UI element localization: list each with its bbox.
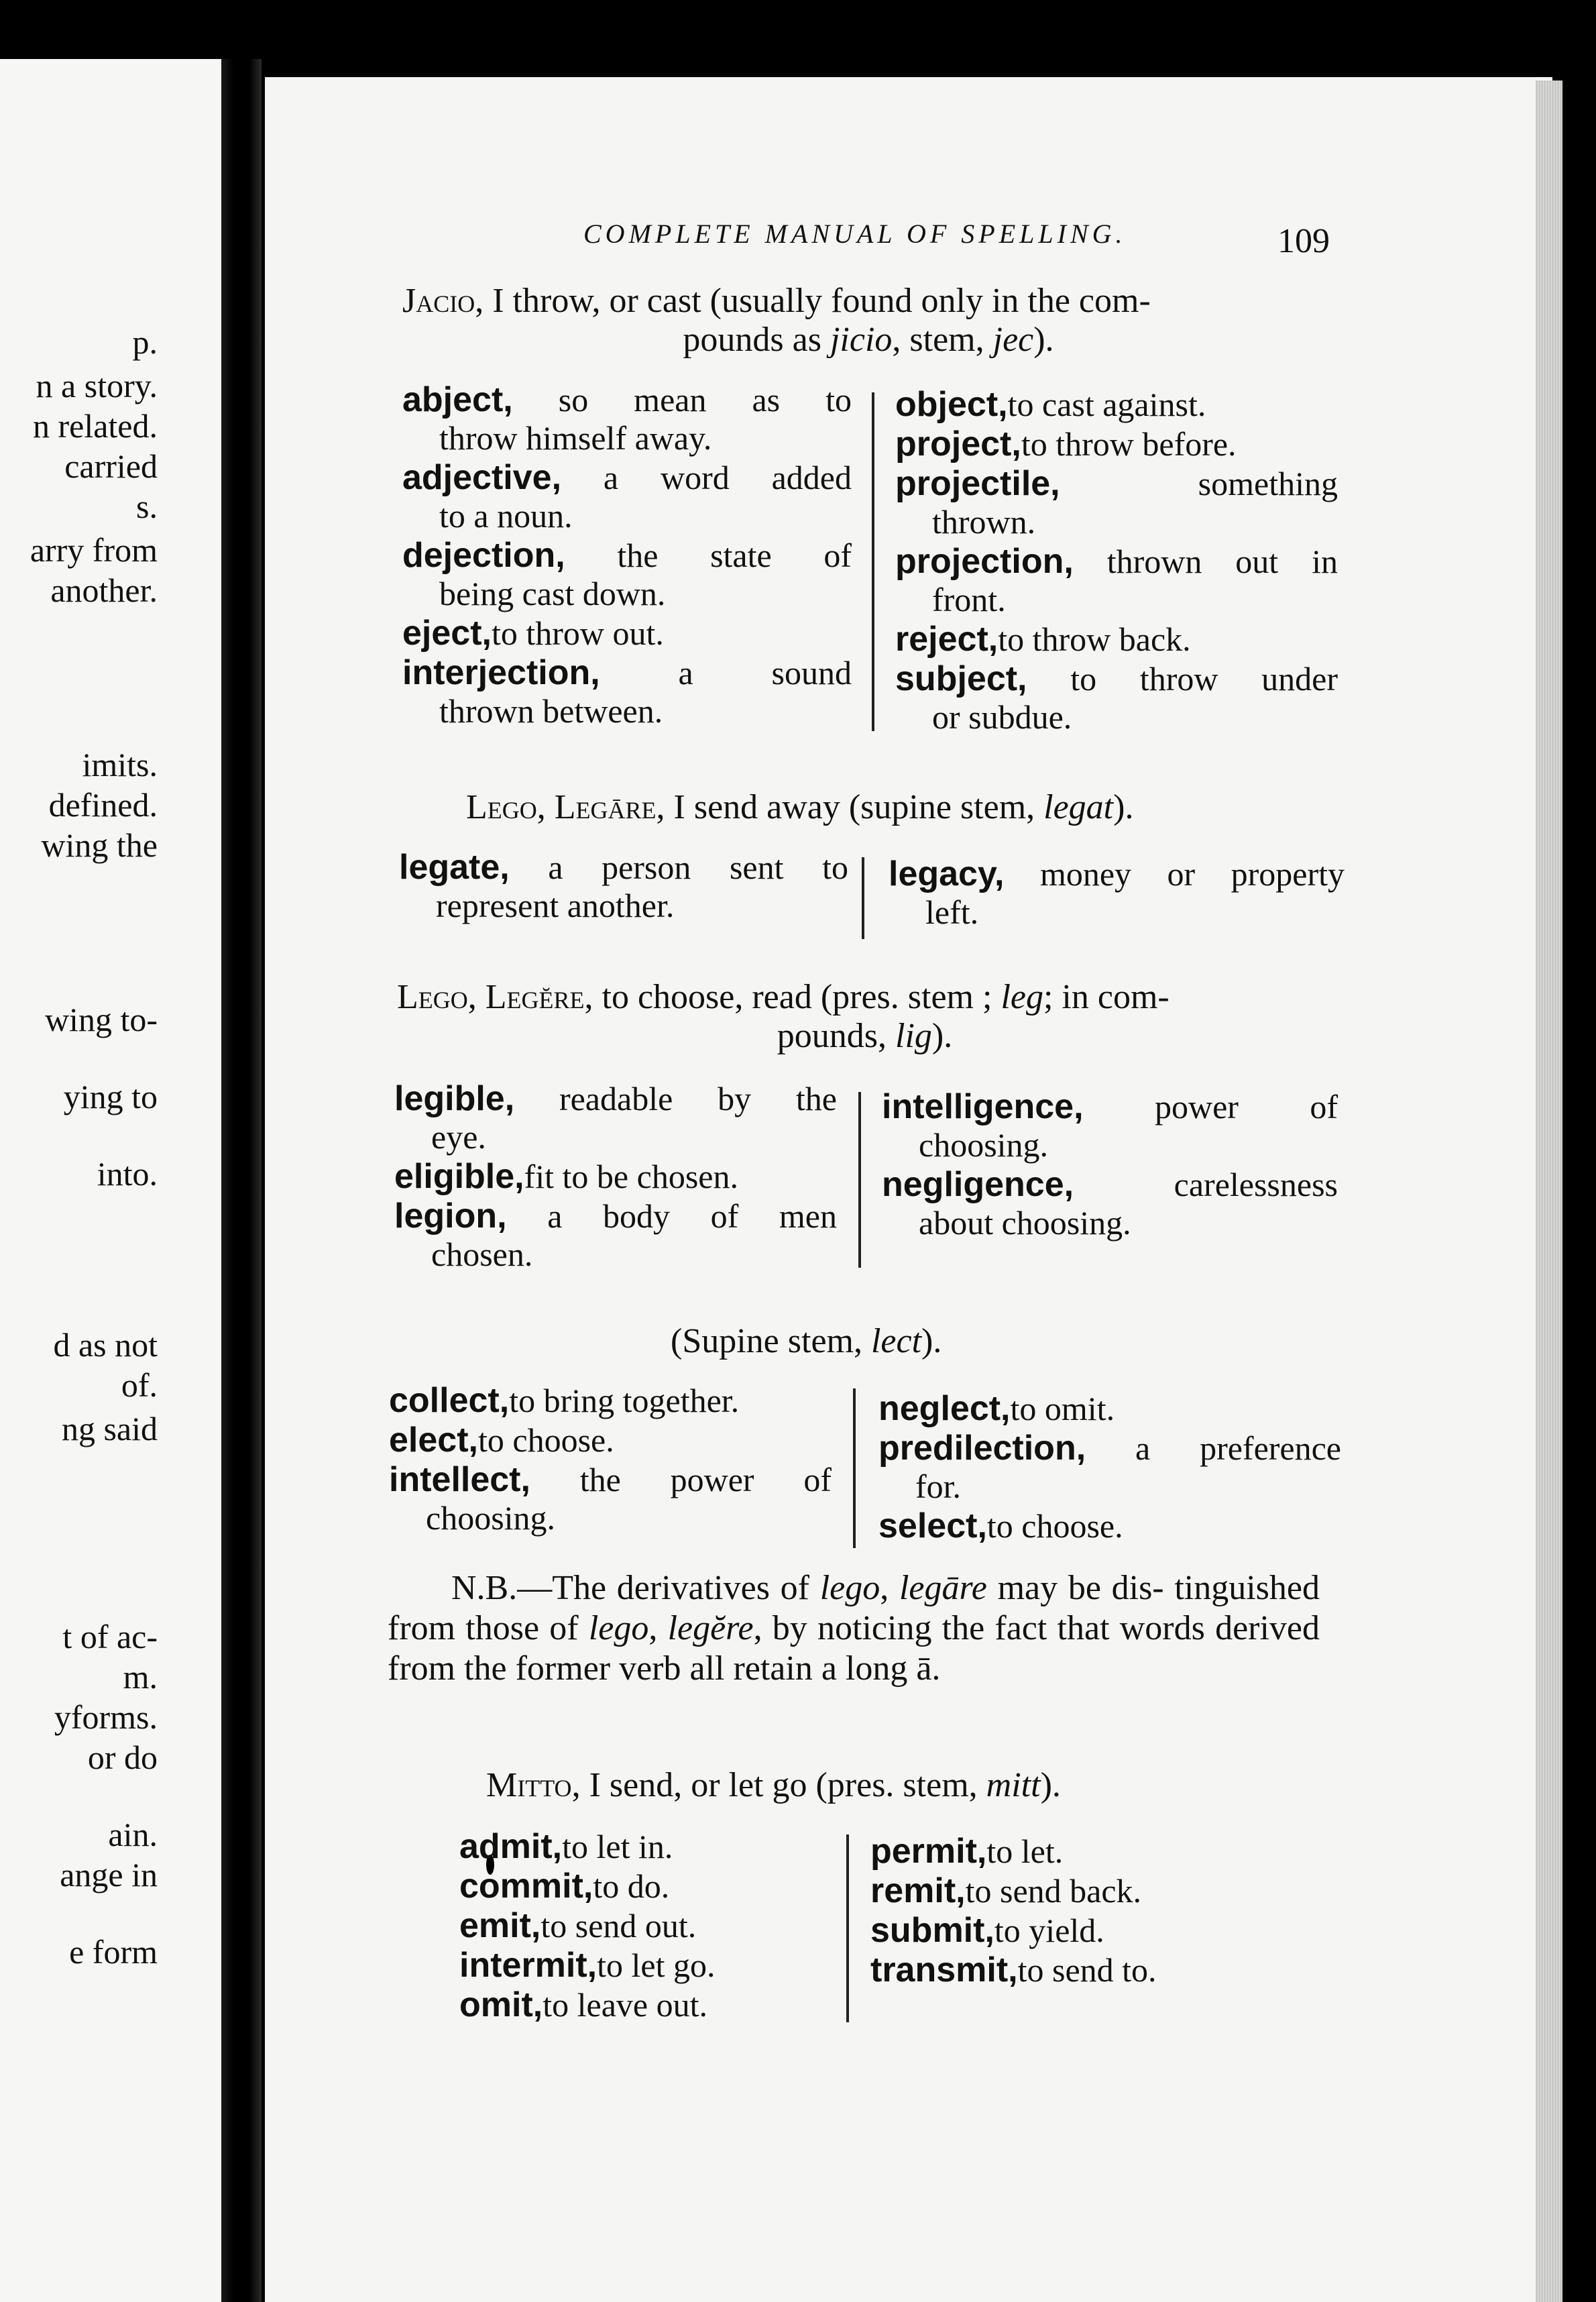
word-list-right (870, 1832, 1300, 1991)
headword: collect, (389, 1381, 510, 1420)
word-list-left (399, 848, 848, 926)
latin-word: lego (588, 1609, 649, 1647)
left-page-text-fragment: ng said (61, 1410, 158, 1447)
left-page-text-fragment: n related. (32, 407, 158, 445)
definition: to omit. (1010, 1390, 1115, 1427)
definition: so mean as to (512, 381, 852, 419)
definition: a body of men (506, 1197, 837, 1235)
headword: projection, (895, 542, 1074, 581)
definition: the state of (565, 537, 852, 574)
definition: to choose. (986, 1507, 1123, 1545)
headword: abject, (402, 380, 513, 419)
definition-continuation: for. (915, 1468, 962, 1505)
definition: to bring together. (509, 1382, 740, 1419)
etymology-lego-legare (466, 788, 1338, 827)
word-list-left (389, 1382, 832, 1539)
nota-bene-paragraph (388, 1568, 1320, 1689)
definition: thrown out in (1073, 543, 1338, 580)
word-entry (402, 614, 852, 653)
headword: intelligence, (882, 1087, 1084, 1126)
headword: transmit, (870, 1951, 1018, 1989)
word-entry (878, 1429, 1341, 1506)
definition: carelessness (1074, 1166, 1338, 1203)
headword: intermit, (459, 1946, 597, 1985)
word-entry (459, 1828, 835, 1866)
etymology-jacio (402, 282, 1334, 360)
word-entry (459, 1907, 835, 1945)
headword: omit, (459, 1985, 543, 2024)
word-entry (459, 1867, 835, 1906)
etym-text: pounds, (777, 1017, 895, 1055)
word-list-left (459, 1828, 835, 2026)
etym-text: ). (1113, 788, 1134, 826)
word-entry (389, 1461, 832, 1537)
definition: readable by the (514, 1080, 837, 1117)
definition: to let. (986, 1832, 1064, 1870)
word-entry (402, 459, 852, 535)
definition: to do. (593, 1867, 670, 1905)
definition: to send out. (540, 1907, 697, 1944)
etym-text: , I throw, or cast (usually found only in the com- (475, 282, 1151, 320)
left-page-text-fragment: t of ac- (62, 1618, 158, 1655)
definition-continuation: choosing. (919, 1126, 1049, 1164)
nb-text: , by noticing the fact that words derived from the former verb all retain a long ā. (388, 1609, 1320, 1688)
headword: legion, (394, 1197, 507, 1236)
nb-text: , (880, 1569, 899, 1607)
word-entry (394, 1158, 837, 1196)
headword: reject, (895, 620, 999, 659)
word-entry (389, 1382, 832, 1420)
word-list-left (394, 1080, 837, 1275)
left-page-text-fragment: another. (50, 571, 158, 609)
word-list-right (882, 1088, 1338, 1244)
column-divider (853, 1388, 856, 1548)
etym-text: ). (921, 1322, 942, 1360)
word-entry (878, 1390, 1341, 1428)
definition: a word added (561, 459, 852, 496)
definition: to cast against. (1007, 386, 1206, 423)
definition-continuation: or subdue. (932, 698, 1072, 736)
etym-text: , I send away (supine stem, (656, 788, 1044, 826)
etym-text: , stem, (892, 321, 993, 359)
left-page-text-fragment: yforms. (54, 1698, 158, 1736)
headword: elect, (389, 1421, 478, 1460)
left-page-text-fragment: defined. (48, 786, 158, 824)
word-entry (389, 1421, 832, 1460)
definition-continuation: chosen. (431, 1236, 533, 1273)
etymology-lego-legere (397, 978, 1332, 1056)
word-entry (870, 1951, 1300, 1989)
latin-stem: lig (895, 1017, 932, 1055)
left-page-text-fragment: arry from (30, 531, 158, 569)
word-list-right (878, 1390, 1341, 1547)
left-page-text-fragment: imits. (82, 746, 158, 783)
definition-continuation: throw himself away. (439, 419, 712, 457)
word-entry (402, 654, 852, 730)
headword: predilection, (878, 1429, 1086, 1468)
word-entry (459, 1947, 835, 1985)
headword: admit, (459, 1827, 563, 1866)
definition: a sound (600, 654, 852, 692)
definition: a person sent to (509, 848, 848, 886)
headword: select, (878, 1506, 987, 1545)
headword: negligence, (882, 1165, 1074, 1204)
latin-stem: lect (870, 1322, 922, 1360)
word-entry (882, 1088, 1338, 1164)
word-entry (870, 1912, 1300, 1950)
headword: legacy, (889, 855, 1005, 893)
etym-text: , (536, 788, 555, 826)
left-page-text-fragment: ange in (60, 1856, 158, 1894)
left-page-text-fragment: d as not (53, 1326, 158, 1364)
left-page-text-fragment: wing to- (44, 1001, 158, 1038)
word-entry (459, 1986, 835, 2024)
nb-text: may be dis- tinguished from those of (388, 1569, 1320, 1647)
word-entry (889, 855, 1345, 932)
word-list-right (895, 386, 1338, 738)
etym-text: ). (931, 1017, 953, 1055)
word-entry (402, 537, 852, 613)
left-page-text-fragment: into. (97, 1155, 158, 1193)
latin-word: lego (819, 1569, 880, 1607)
word-entry (394, 1197, 837, 1274)
left-page-text-fragment: m. (123, 1658, 158, 1696)
definition-continuation: eye. (431, 1118, 486, 1156)
root-word: Lego (397, 978, 468, 1016)
book-gutter (221, 59, 262, 2302)
definition: to throw back. (998, 620, 1191, 658)
left-page-text-fragment: wing the (41, 826, 158, 864)
definition-continuation: being cast down. (439, 575, 666, 612)
word-entry (870, 1832, 1300, 1871)
headword: legible, (394, 1079, 515, 1118)
root-word: Lego (466, 788, 537, 826)
etym-text: ). (1033, 321, 1054, 359)
etym-text: , to choose, read (pres. stem ; (584, 978, 1001, 1016)
column-divider (862, 857, 864, 939)
etymology-mitto (486, 1765, 1291, 1805)
definition: fit to be chosen. (524, 1158, 738, 1195)
word-entry (895, 425, 1338, 463)
word-entry (878, 1507, 1341, 1545)
nb-text: , (648, 1609, 668, 1647)
root-word: Legĕre (485, 978, 585, 1016)
headword: interjection, (402, 653, 600, 692)
headword: eligible, (394, 1157, 524, 1196)
definition-continuation: represent another. (436, 887, 675, 924)
word-entry (399, 848, 848, 925)
etym-text: ; in com- (1043, 978, 1170, 1016)
left-page-text-fragment: ain. (108, 1816, 158, 1853)
definition: to throw before. (1021, 425, 1237, 463)
latin-stem: jec (992, 321, 1034, 359)
definition-continuation: front. (932, 581, 1006, 618)
left-page-text-fragment: n a story. (36, 367, 158, 404)
etym-text: ). (1040, 1766, 1061, 1804)
word-entry (895, 620, 1338, 659)
headword: neglect, (878, 1389, 1011, 1428)
definition: to send back. (965, 1872, 1142, 1910)
definition: a preference (1086, 1429, 1341, 1467)
column-divider (846, 1834, 849, 2022)
definition: the power of (530, 1461, 832, 1498)
headword: remit, (870, 1871, 966, 1910)
left-page-text-fragment: of. (121, 1366, 158, 1404)
definition: to throw under (1027, 660, 1338, 698)
word-entry (394, 1080, 837, 1156)
latin-word: legĕre (667, 1609, 754, 1647)
definition: to yield. (994, 1912, 1104, 1949)
definition: to leave out. (543, 1986, 707, 2024)
definition: to send to. (1017, 1951, 1157, 1989)
headword: intellect, (389, 1460, 530, 1499)
running-header: COMPLETE MANUAL OF SPELLING. (583, 219, 1127, 249)
etym-text: , (467, 978, 486, 1016)
etym-text: (Supine stem, (671, 1322, 871, 1360)
nb-text: N.B.—The derivatives of (451, 1569, 820, 1607)
left-page-text-fragment: p. (132, 323, 158, 361)
left-page-text-fragment: or do (87, 1739, 158, 1776)
left-page-text-fragment: e form (69, 1933, 158, 1971)
headword: subject, (895, 659, 1027, 698)
headword: adjective, (402, 458, 562, 497)
root-word: Legāre (554, 788, 657, 826)
definition-continuation: thrown. (932, 503, 1036, 541)
definition-continuation: left. (925, 893, 979, 931)
definition-continuation: thrown between. (439, 692, 663, 730)
left-page-text-fragment: ying to (63, 1078, 158, 1115)
word-entry (895, 660, 1338, 736)
left-page (0, 59, 221, 2302)
page-edge (1536, 80, 1562, 2302)
definition: to let go. (597, 1947, 716, 1984)
definition-continuation: about choosing. (919, 1204, 1131, 1242)
definition: to let in. (562, 1828, 673, 1865)
headword: object, (895, 385, 1008, 424)
subheading-supine (671, 1321, 1006, 1361)
column-divider (872, 392, 874, 731)
headword: commit, (459, 1867, 593, 1906)
etym-text: pounds as (683, 321, 830, 359)
headword: permit, (870, 1832, 987, 1871)
root-word: Mitto (486, 1766, 572, 1804)
left-page-text-fragment: s. (136, 488, 158, 525)
headword: project, (895, 425, 1021, 463)
word-entry (882, 1166, 1338, 1242)
word-entry (870, 1872, 1300, 1910)
definition: to choose. (477, 1421, 614, 1459)
headword: projectile, (895, 464, 1060, 503)
headword: eject, (402, 614, 492, 653)
word-entry (895, 543, 1338, 619)
definition-continuation: to a noun. (439, 497, 573, 535)
page-number: 109 (1277, 222, 1330, 260)
etym-text: , I send, or let go (pres. stem, (571, 1766, 986, 1804)
latin-stem: leg (1001, 978, 1043, 1016)
word-entry (895, 386, 1338, 424)
latin-stem: mitt (986, 1766, 1041, 1804)
headword: legate, (399, 848, 510, 887)
definition-continuation: choosing. (426, 1499, 556, 1537)
root-word: Jacio (402, 282, 475, 320)
headword: submit, (870, 1911, 994, 1950)
definition: power of (1083, 1088, 1338, 1126)
word-entry (895, 465, 1338, 541)
column-divider (858, 1092, 861, 1268)
word-list-right (889, 855, 1345, 933)
definition: to throw out. (491, 614, 664, 652)
latin-word: legāre (899, 1569, 987, 1607)
definition: money or property (1004, 855, 1345, 893)
definition: something (1060, 465, 1338, 502)
left-page-text-fragment: carried (64, 447, 158, 485)
word-list-left (402, 381, 852, 732)
latin-form: jicio (830, 321, 893, 359)
headword: emit, (459, 1906, 541, 1945)
word-entry (402, 381, 852, 457)
latin-stem: legat (1043, 788, 1114, 826)
headword: dejection, (402, 536, 565, 575)
